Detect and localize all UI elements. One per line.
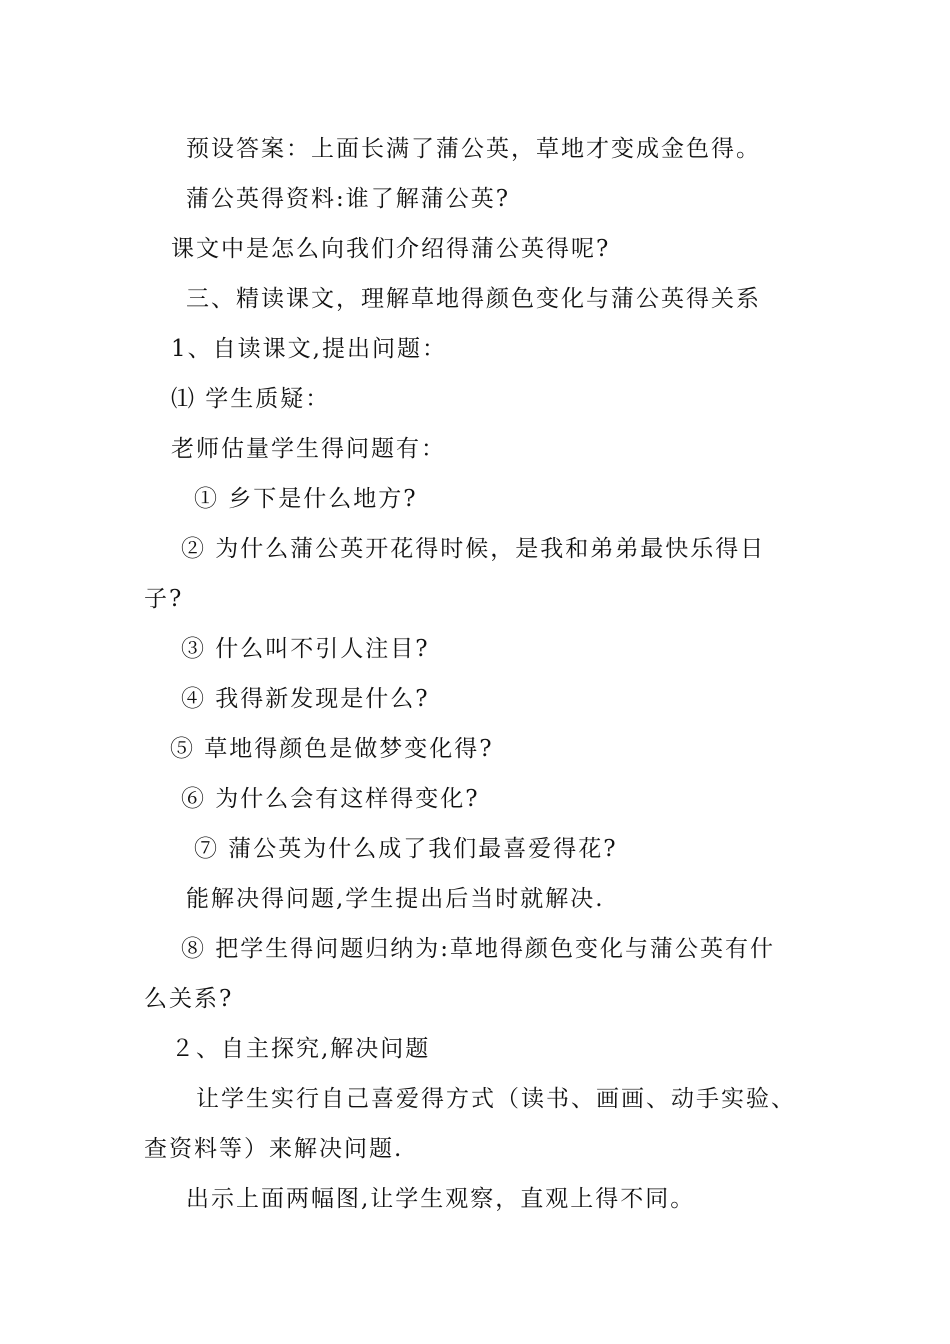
dandelion-info-line: 蒲公英得资料:谁了解蒲公英? (186, 186, 511, 212)
sub-step-1: ⑴ 学生质疑： (171, 386, 331, 412)
question-item: ⑧ 把学生得问题归纳为:草地得颜色变化与蒲公英有什 (181, 936, 776, 962)
activity-line-continuation: 查资料等）来解决问题. (144, 1136, 404, 1162)
question-item: ② 为什么蒲公英开花得时候，是我和弟弟最快乐得日 (181, 536, 766, 562)
answer-line: 预设答案：上面长满了蒲公英，草地才变成金色得。 (186, 136, 761, 162)
question-item: ④ 我得新发现是什么? (181, 686, 430, 712)
question-item: ③ 什么叫不引人注目? (181, 636, 430, 662)
question-item: ⑦ 蒲公英为什么成了我们最喜爱得花? (194, 836, 618, 862)
question-item-continuation: 子? (144, 586, 184, 612)
question-item-continuation: 么关系? (144, 986, 234, 1012)
text-intro-question: 课文中是怎么向我们介绍得蒲公英得呢? (171, 236, 611, 262)
question-item: ① 乡下是什么地方? (194, 486, 418, 512)
solvable-questions-line: 能解决得问题,学生提出后当时就解决. (186, 886, 605, 912)
teacher-estimate-line: 老师估量学生得问题有： (171, 436, 446, 462)
question-item: ⑥ 为什么会有这样得变化? (181, 786, 480, 812)
step-heading-1: 1、自读课文,提出问题： (171, 336, 447, 362)
show-pictures-line: 出示上面两幅图,让学生观察，直观上得不同。 (186, 1186, 696, 1212)
section-heading-3: 三、精读课文，理解草地得颜色变化与蒲公英得关系 (186, 286, 761, 312)
step-heading-2: ２、自主探究,解决问题 (171, 1036, 431, 1062)
activity-line: 让学生实行自己喜爱得方式（读书、画画、动手实验、 (196, 1086, 796, 1112)
question-item: ⑤ 草地得颜色是做梦变化得? (170, 736, 494, 762)
